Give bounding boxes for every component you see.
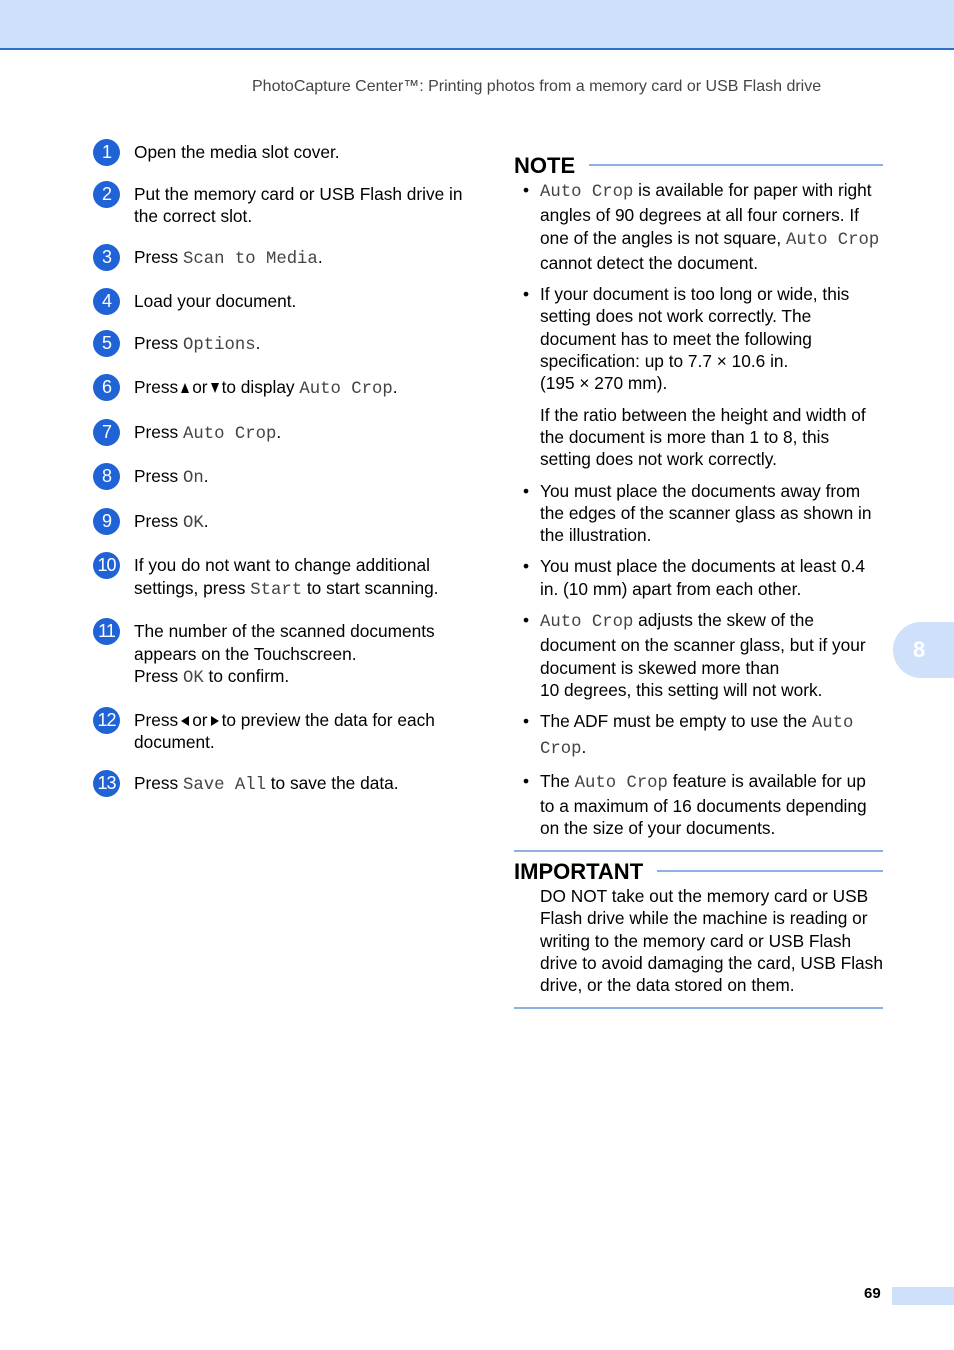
note-title: NOTE	[514, 153, 589, 179]
note-bottom-rule	[514, 850, 883, 852]
step-7: 7 Press Auto Crop.	[93, 421, 473, 447]
step-9: 9 Press OK.	[93, 510, 473, 536]
note-item: • The ADF must be empty to use the Auto Crop.	[523, 711, 854, 759]
top-band	[0, 0, 954, 50]
important-title: IMPORTANT	[514, 859, 657, 885]
step-number: 2	[93, 181, 120, 208]
menu-option: Options	[182, 335, 256, 355]
note-item: • Auto Crop is available for paper with right angles of 90 degrees at all four corners. If one of the angles is not square, Auto Crop cannot detect the document.	[523, 180, 880, 273]
menu-option: On	[182, 469, 204, 488]
step-2: 2 Put the memory card or USB Flash drive in the correct slot.	[93, 183, 473, 228]
note-list	[514, 179, 883, 840]
menu-option: OK	[182, 669, 204, 688]
menu-option: Start	[250, 580, 303, 600]
menu-option: Scan to Media	[182, 249, 318, 269]
important-text: DO NOT take out the memory card or USB Flash drive while the machine is reading or writing to the memory card or USB Flash drive to avoid damaging the card, USB Flash drive, or the data stored on them.	[540, 886, 883, 996]
step-5: 5 Press Options.	[93, 332, 473, 358]
important-bottom-rule	[514, 1007, 883, 1009]
note-item: • You must place the documents at least 0.4 in. (10 mm) apart from each other.	[523, 556, 866, 599]
important-box	[514, 859, 883, 1009]
step-11: 11 The number of the scanned documents appears on the Touchscreen. Press OK to confirm.	[93, 620, 473, 691]
step-number: 5	[93, 330, 120, 357]
step-number: 9	[93, 508, 120, 535]
page-number: 69	[864, 1285, 881, 1302]
step-10: 10 If you do not want to change additional settings, press Start to start scanning.	[93, 554, 473, 602]
step-8: 8 Press On.	[93, 465, 473, 491]
note-item: • If your document is too long or wide, this setting does not work correctly. The document has to meet the following specification: up to 7.7 × 10.6 in. (195 × 270 mm). If the ratio between the height and width of the document is more than 1 to 8, this setting does not work correctly.	[523, 284, 866, 470]
step-6: 6 Press or to display Auto Crop.	[93, 376, 473, 402]
chapter-tab: 8	[893, 622, 954, 678]
arrow-left-icon	[181, 716, 189, 726]
arrow-up-icon	[181, 383, 189, 393]
step-12: 12 Press or to preview the data for each document.	[93, 709, 473, 754]
step-number: 7	[93, 419, 120, 446]
step-number: 4	[93, 288, 120, 315]
menu-option: Auto Crop	[299, 380, 393, 399]
step-number: 6	[93, 374, 120, 401]
step-3: 3 Press Scan to Media.	[93, 246, 473, 272]
note-item: • The Auto Crop feature is available for up to a maximum of 16 documents depending on the size of your documents.	[523, 770, 867, 839]
step-number: 8	[93, 463, 120, 490]
note-item: • Auto Crop adjusts the skew of the document on the scanner glass, but if your document is skewed more than 10 degrees, this setting will not work.	[523, 610, 866, 700]
step-number: 11	[93, 618, 120, 645]
step-1: 1 Open the media slot cover.	[93, 141, 473, 164]
step-number: 1	[93, 139, 120, 166]
note-box	[514, 153, 883, 852]
menu-option: Auto Crop	[182, 424, 277, 444]
menu-option: Save All	[182, 775, 266, 795]
step-list	[93, 141, 473, 797]
menu-option: OK	[182, 513, 204, 533]
note-item: • You must place the documents away from the edges of the scanner glass as shown in the illustration.	[523, 480, 872, 546]
running-head: PhotoCapture Center™: Printing photos from a memory card or USB Flash drive	[252, 78, 822, 95]
arrow-down-icon	[211, 383, 219, 393]
arrow-right-icon	[211, 716, 219, 726]
step-number: 3	[93, 244, 120, 271]
step-number: 13	[93, 770, 120, 797]
step-number: 12	[93, 707, 120, 734]
step-13: 13 Press Save All to save the data.	[93, 772, 473, 798]
step-4: 4 Load your document.	[93, 290, 473, 313]
step-number: 10	[93, 552, 120, 579]
footer-bar	[892, 1287, 954, 1305]
